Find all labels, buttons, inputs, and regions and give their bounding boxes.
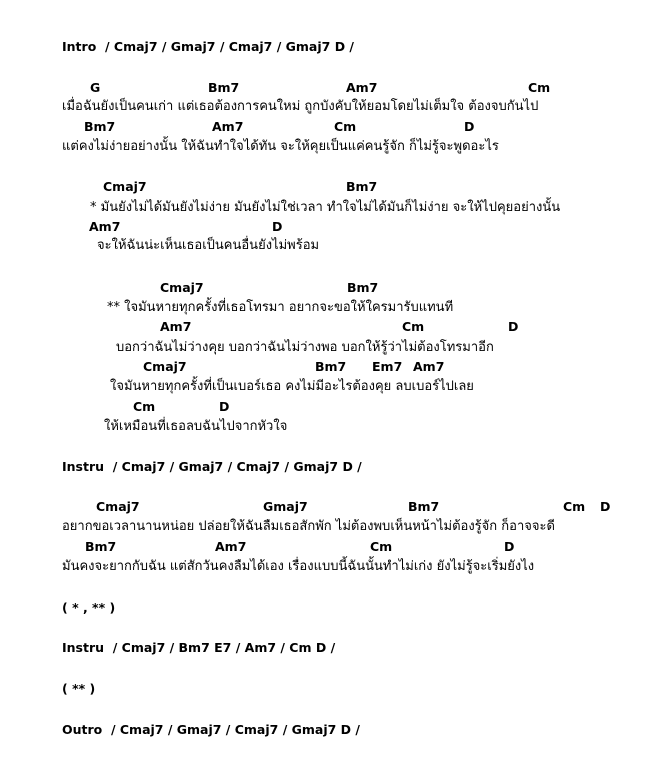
chord: Cm: [563, 499, 586, 514]
lyric-line: อยากขอเวลานานหน่อย ปล่อยให้ฉันลืมเธอสักพัก ไม่ต้องพบเห็นหน้าไม่ต้องรู้จัก ก็อาจจะดี: [62, 519, 555, 534]
lyric-line: ใจมันหายทุกครั้งที่เป็นเบอร์เธอ คงไม่มีอะไรต้องคุย ลบเบอร์ไปเลย: [110, 379, 474, 394]
chord: Cm: [133, 399, 156, 414]
chord: Em7: [372, 359, 403, 374]
chord: Cmaj7: [103, 179, 147, 194]
lyric-line: เมื่อฉันยังเป็นคนเก่า แต่เธอต้องการคนใหม่ ถูกบังคับให้ยอมโดยไม่เต็มใจ ต้องจบกันไป: [62, 99, 539, 114]
chord: Cm: [370, 539, 393, 554]
chord: Bm7: [346, 179, 378, 194]
chord: Gmaj7: [263, 499, 308, 514]
chord: Cmaj7: [160, 280, 204, 295]
chord: Am7: [346, 80, 378, 95]
lyric-line: ** ใจมันหายทุกครั้งที่เธอโทรมา อยากจะขอให้ใครมารับแทนที: [107, 300, 454, 315]
chord: Bm7: [84, 119, 116, 134]
chord: Bm7: [208, 80, 240, 95]
chord: D: [272, 219, 283, 234]
chord: G: [90, 80, 101, 95]
chord: D: [464, 119, 475, 134]
lyric-line: ให้เหมือนที่เธอลบฉันไปจากหัวใจ: [104, 419, 288, 434]
repeat-marker: ( * , ** ): [62, 600, 116, 615]
chord: D: [600, 499, 611, 514]
instru-line: Instru / Cmaj7 / Bm7 E7 / Am7 / Cm D /: [62, 640, 336, 655]
chord: Am7: [413, 359, 445, 374]
lyric-line: บอกว่าฉันไม่ว่างคุย บอกว่าฉันไม่ว่างพอ บอกให้รู้ว่าไม่ต้องโทรมาอีก: [116, 340, 494, 355]
chord: Am7: [215, 539, 247, 554]
chord: Am7: [89, 219, 121, 234]
chord: Cm: [334, 119, 357, 134]
lyric-line: * มันยังไม่ได้มันยังไม่ง่าย มันยังไม่ใช่เวลา ทำใจไม่ได้มันก็ไม่ง่าย จะให้ไปคุยอย่างนั้น: [90, 200, 561, 215]
lyric-line: แต่คงไม่ง่ายอย่างนั้น ให้ฉันทำใจได้ทัน จะให้คุยเป็นแค่คนรู้จัก ก็ไม่รู้จะพูดอะไร: [62, 139, 499, 154]
chord: Bm7: [347, 280, 379, 295]
instru-line: Instru / Cmaj7 / Gmaj7 / Cmaj7 / Gmaj7 D /: [62, 459, 362, 474]
lyric-line: จะให้ฉันน่ะเห็นเธอเป็นคนอื่นยังไม่พร้อม: [97, 238, 320, 253]
chord: Cmaj7: [96, 499, 140, 514]
lyric-line: มันคงจะยากกับฉัน แต่สักวันคงลืมได้เอง เรื่องแบบนี้ฉันนั้นทำไม่เก่ง ยังไม่รู้จะเริ่มยังไง: [62, 559, 535, 574]
chord: Bm7: [315, 359, 347, 374]
chord: D: [508, 319, 519, 334]
chord: D: [219, 399, 230, 414]
chord: Bm7: [85, 539, 117, 554]
intro-line: Intro / Cmaj7 / Gmaj7 / Cmaj7 / Gmaj7 D /: [62, 39, 354, 54]
repeat-marker: ( ** ): [62, 681, 96, 696]
outro-line: Outro / Cmaj7 / Gmaj7 / Cmaj7 / Gmaj7 D /: [62, 722, 360, 737]
chord: Bm7: [408, 499, 440, 514]
chord: Am7: [212, 119, 244, 134]
chord: Cm: [402, 319, 425, 334]
chord: Am7: [160, 319, 192, 334]
chord: Cmaj7: [143, 359, 187, 374]
chord: D: [504, 539, 515, 554]
chord: Cm: [528, 80, 551, 95]
